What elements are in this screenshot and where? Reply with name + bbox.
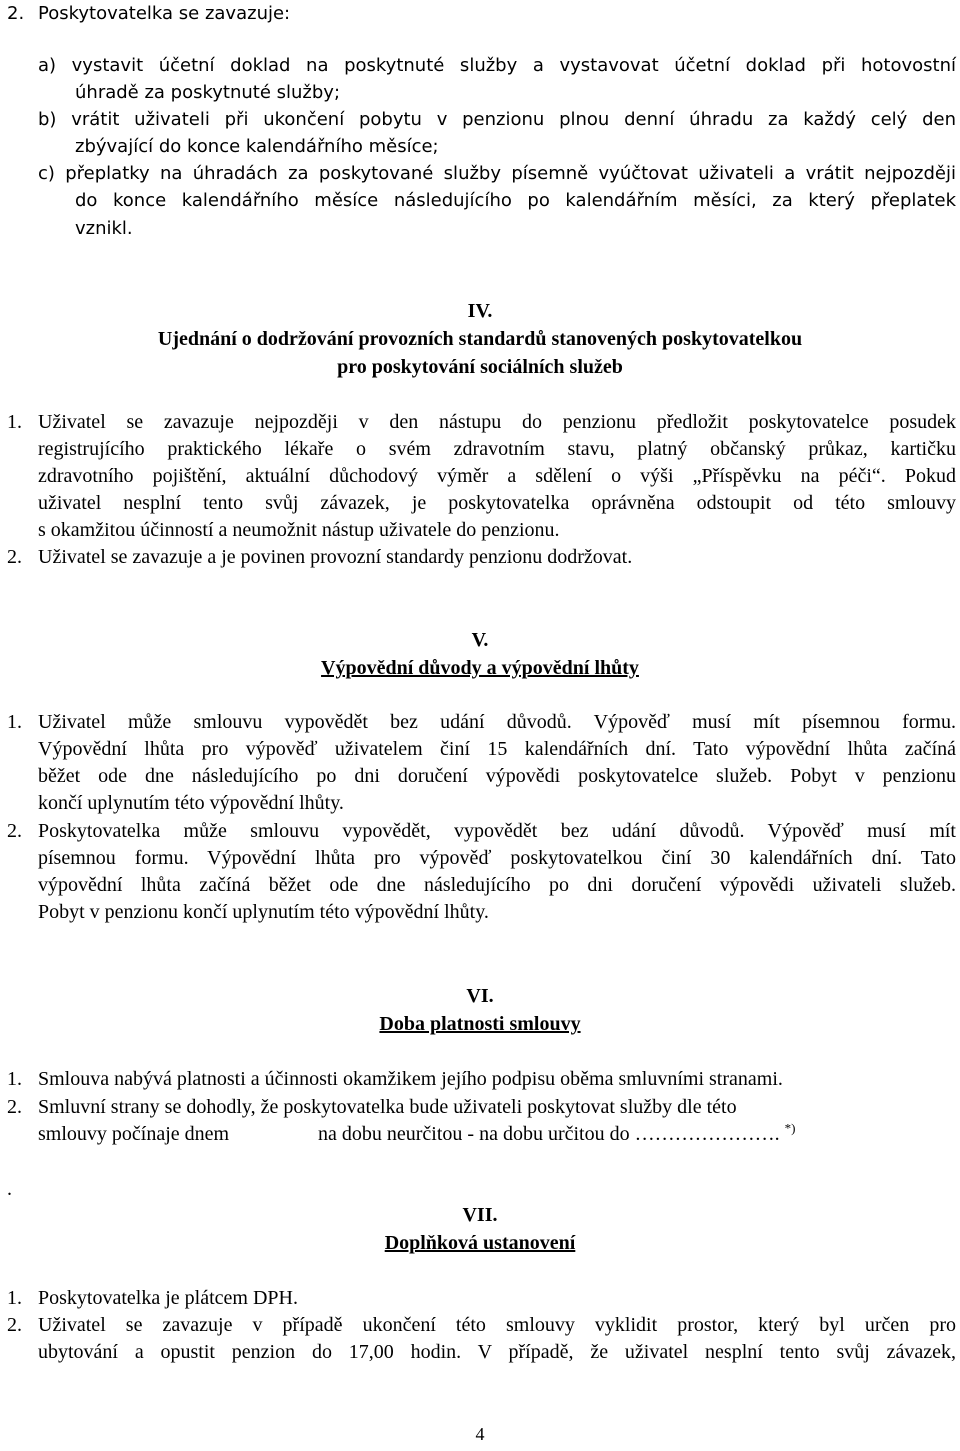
section-2-number: 2. (7, 3, 25, 24)
item-c-line-1: c) přeplatky na úhradách za poskytované služby písemně vyúčtovat uživateli a vrátit nejpozději (38, 163, 956, 184)
section-vii-roman: VII. (462, 1204, 498, 1226)
iv-item-1-line-1: Uživatel se zavazuje nejpozději v den nástupu do penzionu předložit poskytovatelce posudek (38, 411, 956, 433)
vi-item-1-text: Smlouva nabývá platnosti a účinnosti okamžikem jejího podpisu oběma smluvními stranami. (38, 1068, 783, 1090)
vi-item-2-line-2a: smlouvy počínaje dnem (38, 1123, 230, 1145)
item-c-line-3: vznikl. (75, 218, 133, 239)
vi-item-2-number: 2. (7, 1096, 22, 1118)
item-a-line-2: úhradě za poskytnuté služby; (75, 82, 341, 103)
section-iv-roman: IV. (467, 300, 493, 322)
v-item-1-number: 1. (7, 711, 22, 733)
vii-item-2-line-2: ubytování a opustit penzion do 17,00 hodin. V případě, že uživatel nesplní tento svůj závazek, (38, 1341, 956, 1363)
vii-item-1-number: 1. (7, 1287, 22, 1309)
v-item-2-number: 2. (7, 820, 22, 842)
iv-item-1-line-5: s okamžitou účinností a neumožnit nástup uživatele do penzionu. (38, 519, 560, 541)
section-vii-title: Doplňková ustanovení (384, 1232, 576, 1254)
section-vi-title: Doba platnosti smlouvy (379, 1013, 581, 1035)
v-item-2-line-1: Poskytovatelka může smlouvu vypovědět, vypovědět bez udání důvodů. Výpověď musí mít (38, 820, 956, 842)
section-2-heading: Poskytovatelka se zavazuje: (38, 3, 291, 24)
v-item-1-line-4: končí uplynutím této výpovědní lhůty. (38, 792, 344, 814)
iv-item-2-line-1: Uživatel se zavazuje a je povinen provozní standardy penzionu dodržovat. (38, 546, 633, 568)
section-v-title: Výpovědní důvody a výpovědní lhůty (321, 657, 639, 679)
vi-item-2-line-1: Smluvní strany se dohodly, že poskytovatelka bude uživateli poskytovat služby dle této (38, 1096, 737, 1118)
stray-dot: . (7, 1178, 12, 1200)
iv-item-1-line-3: zdravotního pojištění, aktuální důchodový výměr a sdělení o výši „Příspěvku na péči“. Pokud (38, 465, 956, 487)
v-item-2-line-3: výpovědní lhůta začíná běžet ode dne následujícího po dni doručení výpovědi uživateli služeb. (38, 874, 956, 896)
section-iv-title-line-1: Ujednání o dodržování provozních standardů stanovených poskytovatelkou (157, 328, 803, 350)
item-a-line-1: a) vystavit účetní doklad na poskytnuté služby a vystavovat účetní doklad při hotovostní (38, 55, 956, 76)
item-c-line-2: do konce kalendářního měsíce následujícího po kalendářním měsíci, za který přeplatek (75, 190, 956, 211)
section-v-roman: V. (471, 629, 489, 651)
vii-item-2-line-1: Uživatel se zavazuje v případě ukončení této smlouvy vyklidit prostor, který byl určen pro (38, 1314, 956, 1336)
item-b-line-2: zbývající do konce kalendářního měsíce; (75, 136, 439, 157)
iv-item-1-line-4: uživatel nesplní tento svůj závazek, je poskytovatelka oprávněna odstoupit od této smlouvy (38, 492, 956, 514)
v-item-1-line-3: běžet ode dne následujícího po dni doručení výpovědi poskytovatelce služeb. Pobyt v penzionu (38, 765, 956, 787)
v-item-2-line-2: písemnou formu. Výpovědní lhůta pro výpověď poskytovatelkou činí 30 kalendářních dní. Tato (38, 847, 956, 869)
footnote-marker: *) (784, 1120, 796, 1136)
v-item-1-line-2: Výpovědní lhůta pro výpověď uživatelem činí 15 kalendářních dní. Tato výpovědní lhůta začíná (38, 738, 956, 760)
vii-item-2-number: 2. (7, 1314, 22, 1336)
vi-item-2-line-2b (318, 1120, 795, 1148)
section-vi-roman: VI. (466, 985, 494, 1007)
v-item-1-line-1: Uživatel může smlouvu vypovědět bez udání důvodů. Výpověď musí mít písemnou formu. (38, 711, 956, 733)
vi-item-2-line-2b-text: na dobu neurčitou - na dobu určitou do …………………. (318, 1123, 785, 1145)
v-item-2-line-4: Pobyt v penzionu končí uplynutím této výpovědní lhůty. (38, 901, 489, 923)
page-number: 4 (475, 1424, 485, 1444)
iv-item-1-number: 1. (7, 411, 22, 433)
vii-item-1-text: Poskytovatelka je plátcem DPH. (38, 1287, 298, 1309)
vi-item-1-number: 1. (7, 1068, 22, 1090)
item-b-line-1: b) vrátit uživateli při ukončení pobytu v penzionu plnou denní úhradu za každý celý den (38, 109, 956, 130)
iv-item-1-line-2: registrujícího praktického lékaře o svém zdravotním stavu, platný občanský průkaz, kartičku (38, 438, 956, 460)
section-iv-title-line-2: pro poskytování sociálních služeb (337, 356, 623, 378)
iv-item-2-number: 2. (7, 546, 22, 568)
